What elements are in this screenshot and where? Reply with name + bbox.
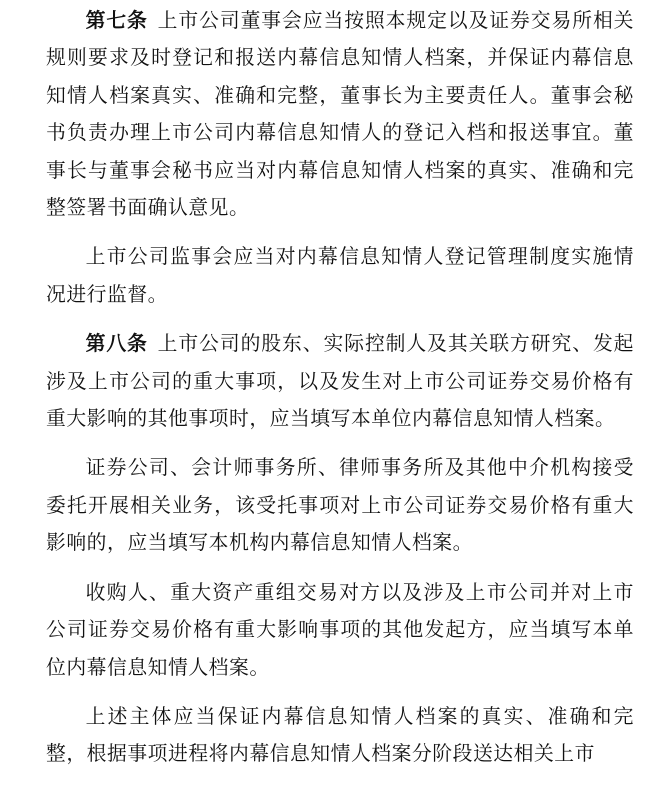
article-7-paragraph xyxy=(46,2,634,226)
article-7-paragraph-2: 上市公司监事会应当对内幕信息知情人登记管理制度实施情况进行监督。 xyxy=(46,245,634,306)
article-8-paragraph-3: 收购人、重大资产重组交易对方以及涉及上市公司并对上市公司证券交易价格有重大影响事项的其他发起方，应当填写本单位内幕信息知情人档案。 xyxy=(46,580,634,679)
article-8-heading: 第八条 xyxy=(85,332,148,356)
article-8-text: 上市公司的股东、实际控制人及其关联方研究、发起涉及上市公司的重大事项，以及发生对上市公司证券交易价格有重大影响的其他事项时，应当填写本单位内幕信息知情人档案。 xyxy=(46,332,634,431)
article-8-paragraph-2: 证券公司、会计师事务所、律师事务所及其他中介机构接受委托开展相关业务，该受托事项对上市公司证券交易价格有重大影响的，应当填写本机构内幕信息知情人档案。 xyxy=(46,456,634,555)
document-page xyxy=(46,2,634,785)
article-7-heading: 第七条 xyxy=(85,9,148,32)
article-8-paragraph-4: 上述主体应当保证内幕信息知情人档案的真实、准确和完整，根据事项进程将内幕信息知情人档案分阶段送达相关上市 xyxy=(46,704,634,766)
article-7-text: 上市公司董事会应当按照本规定以及证券交易所相关规则要求及时登记和报送内幕信息知情人档案，并保证内幕信息知情人档案真实、准确和完整，董事长为主要责任人。董事会秘书负责办理上市公司内幕信息知情人的登记入档和报送事宜。董事长与董事会秘书应当对内幕信息知情人档案的真实、准确和完整签署书面确认意见。 xyxy=(46,9,634,220)
article-8-paragraph xyxy=(46,325,634,437)
